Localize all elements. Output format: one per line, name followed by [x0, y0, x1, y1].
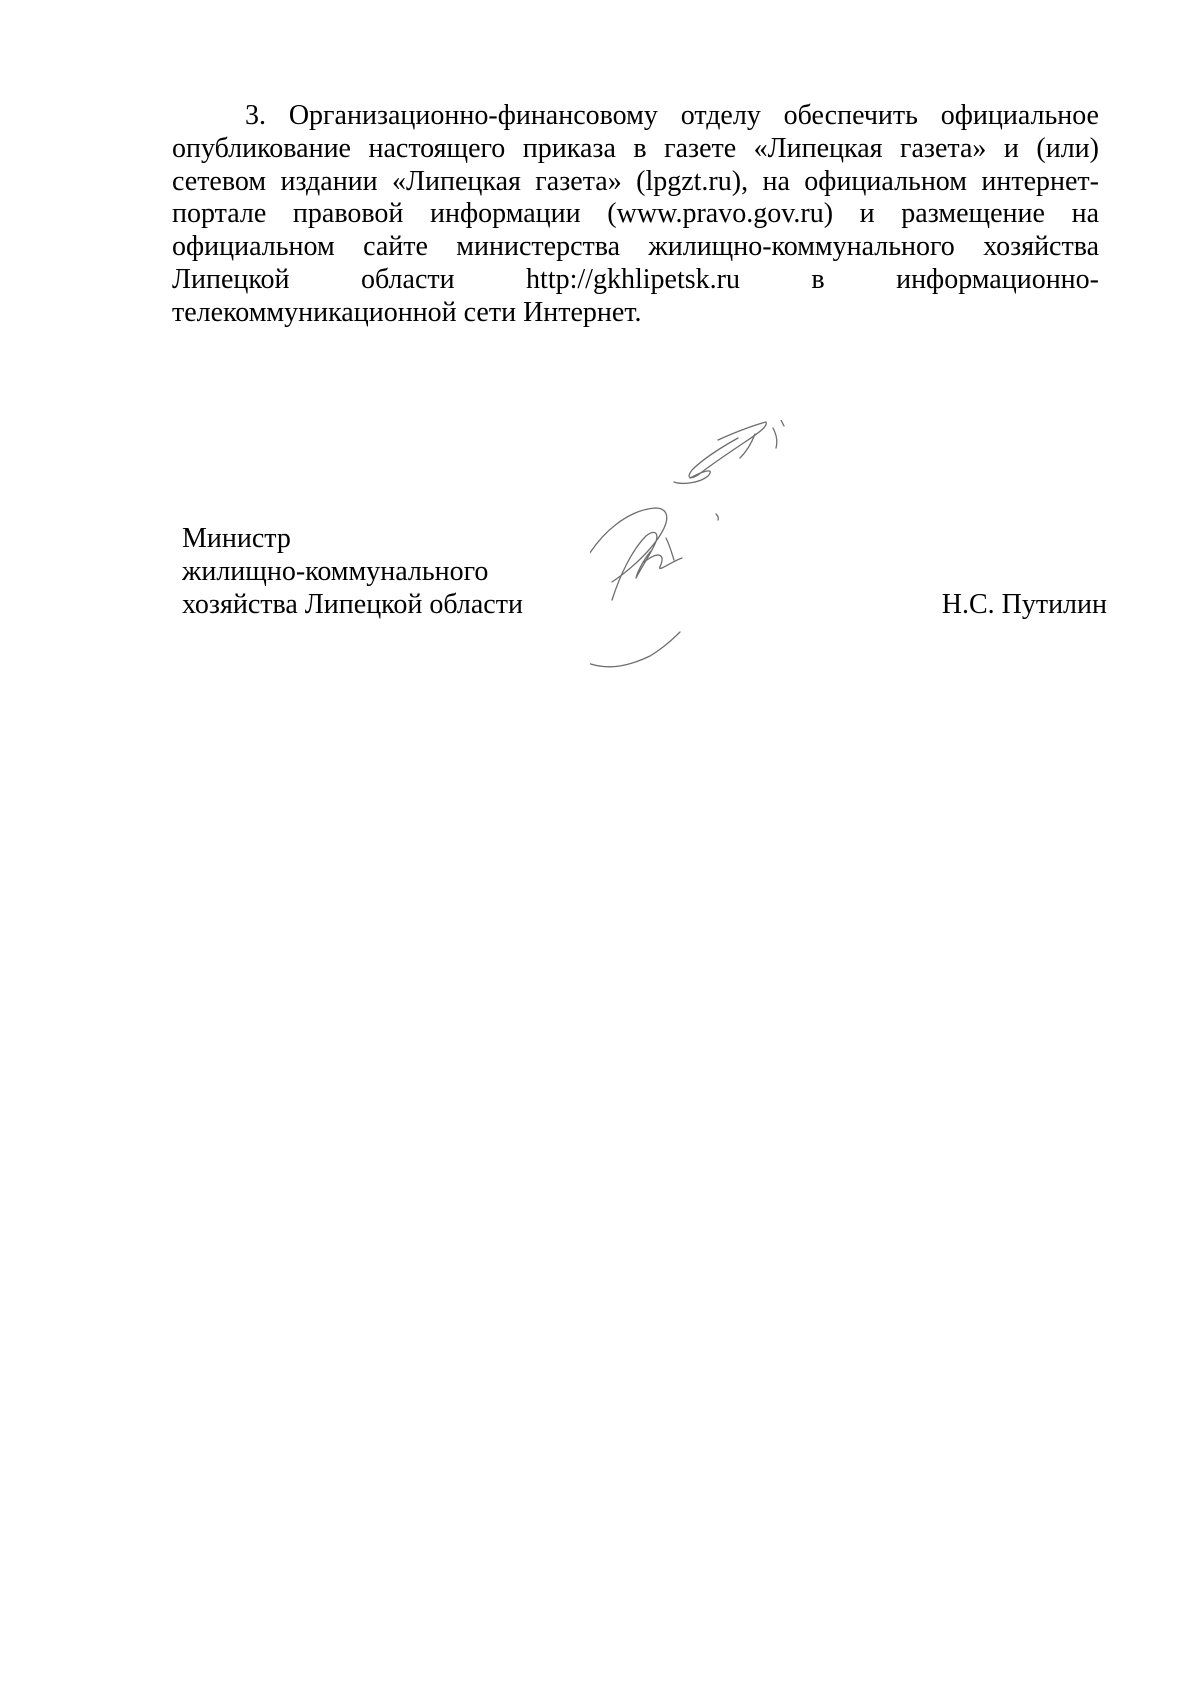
signatory-title	[182, 522, 523, 621]
signatory-title-line-1: Министр	[182, 523, 291, 554]
signatory-title-line-2: жилищно-коммунального	[182, 556, 489, 587]
signatory-title-line-3: хозяйства Липецкой области	[182, 589, 523, 620]
paragraph-3: 3. Организационно-финансовому отделу обеспечить официальное опубликование настоящего приказа в газете «Липецкая газета» и (или) сетевом издании «Липецкая газета» (lpgzt.ru), на официальном интернет-портале правовой информации (www.pravo.gov.ru) и размещение на официальном сайте министерства жилищно-коммунального хозяйства Липецкой области http://gkhlipetsk.ru в информационно-телекоммуникационной сети Интернет.	[172, 100, 1099, 328]
signatory-name: Н.С. Путилин	[941, 589, 1107, 620]
handwritten-signature	[590, 420, 850, 710]
